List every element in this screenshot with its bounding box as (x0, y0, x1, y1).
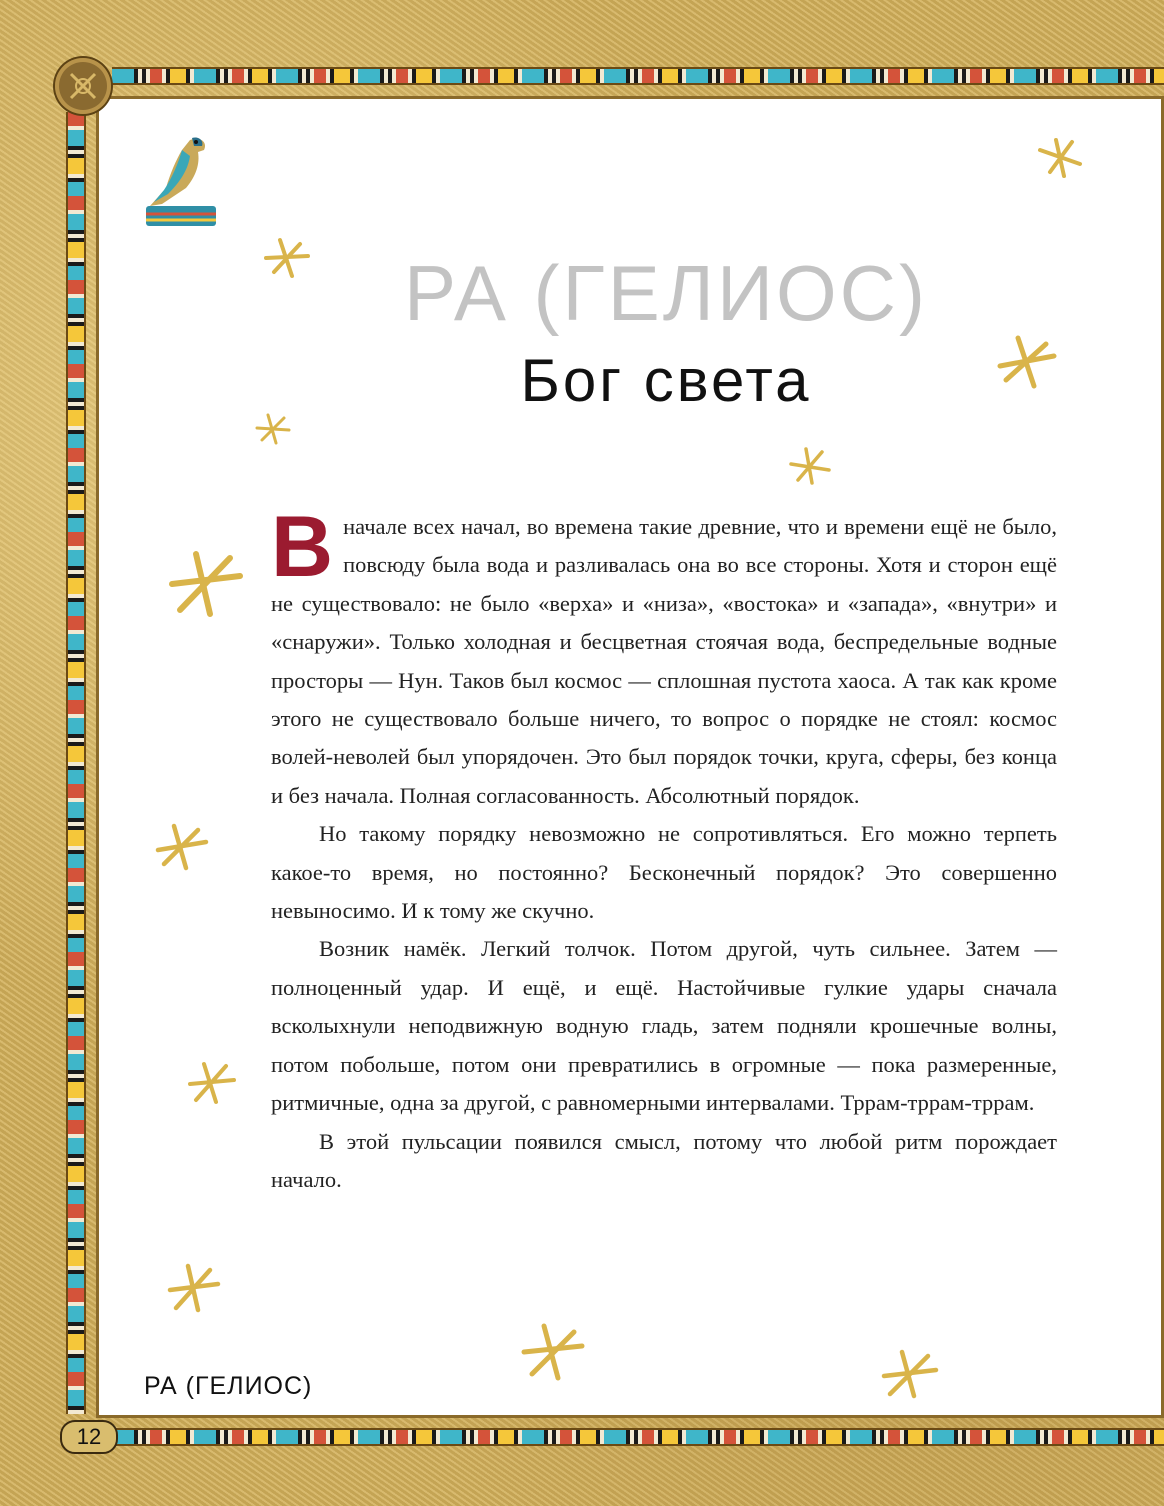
star-icon (520, 1322, 586, 1382)
paragraph-text: начале всех начал, во времена такие древние, что и времени ещё не было, повсюду была вода и разливалась она во все стороны. Хотя и сторон ещё не существовало: не было «верха» и «низа», «востока» и «запада», «внутри» и «снаружи». Только холодная и бесцветная стоячая вода, беспредельные водные просторы — Нун. Таков был космос — сплошная пустота хаоса. А так как кроме этого не существовало больше ничего, то вопрос о порядке не стоял: космос волей-неволей был упорядочен. Это был порядок точки, круга, сферы, без конца и без начала. Полная согласованность. Абсолютный порядок. (271, 514, 1057, 808)
paragraph: Возник намёк. Легкий толчок. Потом другой, чуть сильнее. Затем — полноценный удар. И ещё, и ещё. Настойчивые гулкие удары сначала всколыхнули неподвижную водную гладь, затем подняли крошечные волны, потом побольше, потом они превратились в огромные — пока размеренные, ритмичные, одна за другой, с равномерными интервалами. Тррам-тррам-тррам. (271, 936, 1057, 1116)
star-icon (996, 334, 1058, 390)
bottom-border-strip (112, 1428, 1164, 1446)
page-number: 12 (60, 1420, 118, 1454)
star-icon (262, 236, 312, 280)
body-text (271, 499, 1057, 1199)
page-title: РА (ГЕЛИОС) (404, 249, 928, 337)
star-icon (166, 550, 246, 618)
star-icon (788, 446, 832, 486)
falcon-icon (142, 130, 218, 228)
star-icon (166, 1262, 222, 1314)
star-icon (880, 1348, 940, 1400)
star-icon (186, 1060, 238, 1106)
paragraph: В этой пульсации появился смысл, потому что любой ритм порождает начало. (271, 1128, 1057, 1192)
drop-cap: В (271, 499, 334, 595)
paragraph: Но такому порядку невозможно не сопротивляться. Его можно терпеть какое-то время, но постоянно? Бесконечный порядок? Это совершенно невыносимо. И к тому же скучно. (271, 821, 1057, 924)
paragraph (271, 499, 1057, 815)
star-icon (254, 412, 292, 446)
running-head: РА (ГЕЛИОС) (144, 1372, 313, 1400)
medallion-icon (55, 58, 111, 114)
page-subtitle: Бог света (520, 347, 812, 414)
star-icon (154, 822, 210, 872)
star-icon (1036, 136, 1084, 180)
left-border-strip (66, 112, 86, 1414)
top-border-strip (112, 67, 1164, 85)
